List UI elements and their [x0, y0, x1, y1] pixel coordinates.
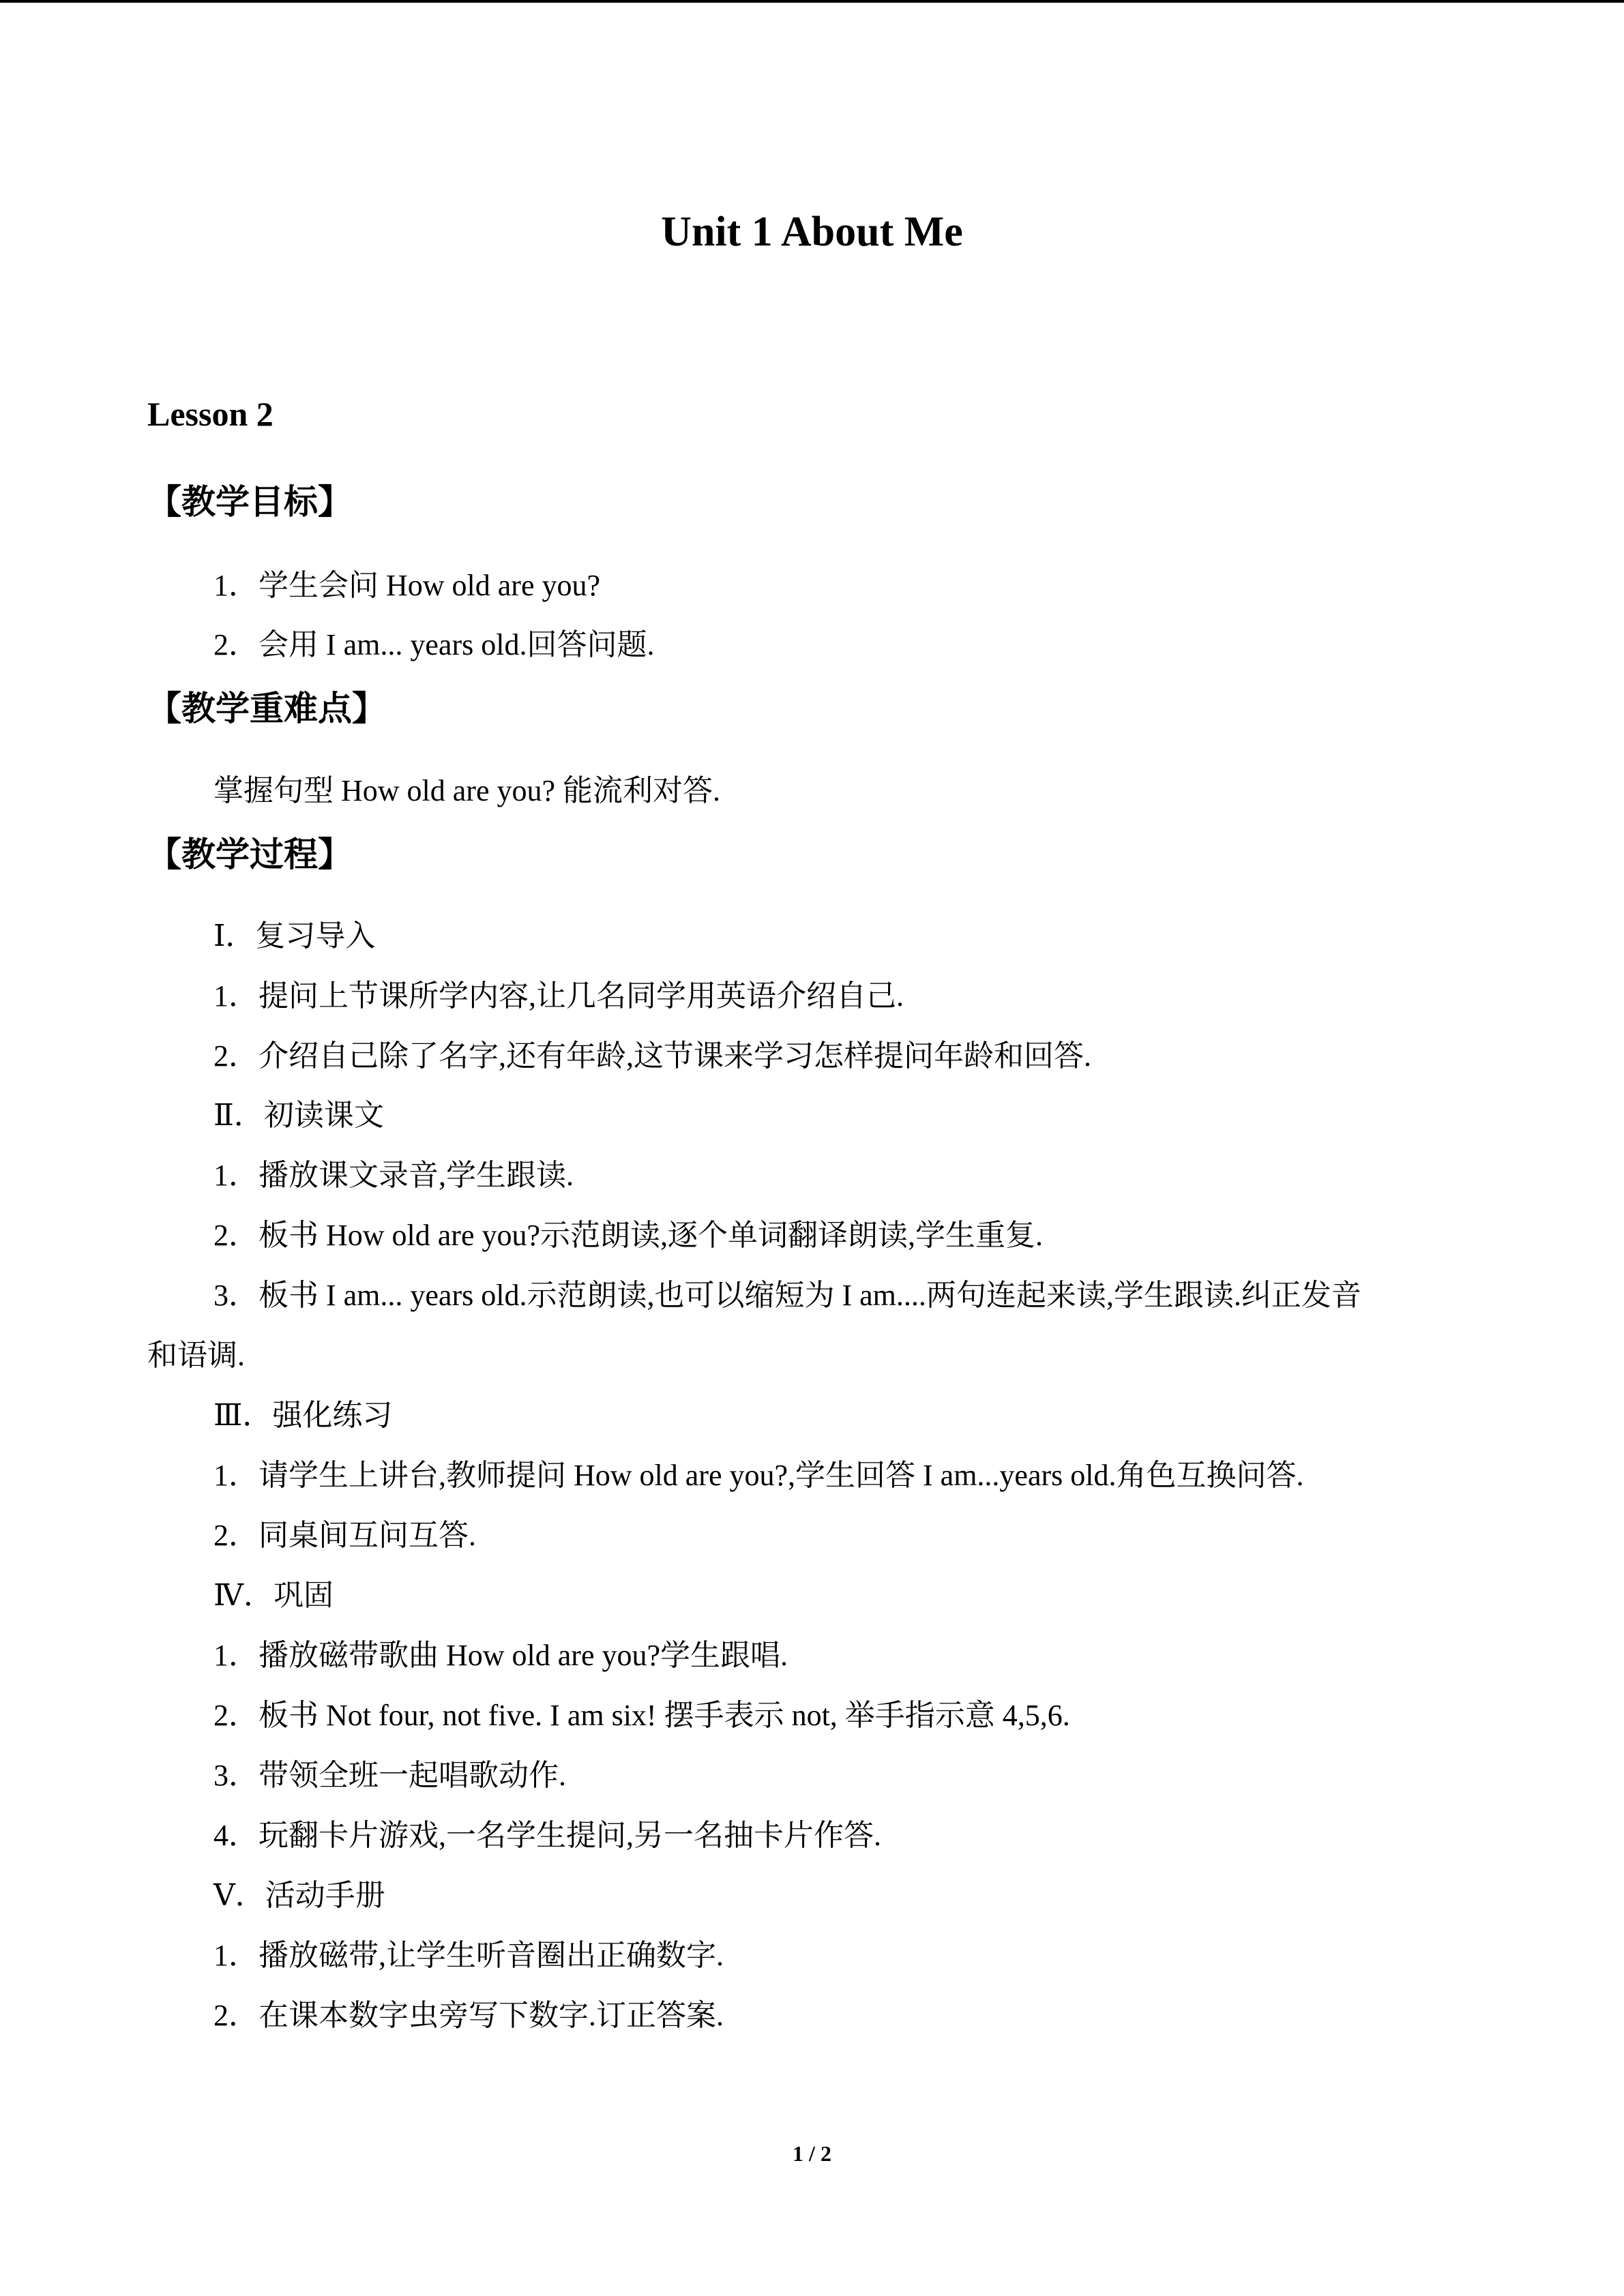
document-title: Unit 1 About Me: [661, 209, 963, 255]
page-number: 1 / 2: [793, 2141, 831, 2166]
process-item: 1．播放磁带歌曲 How old are you?学生跟唱.: [213, 1639, 788, 1672]
process-step-heading: Ⅲ．强化练习: [213, 1399, 393, 1432]
process-item: 1．播放课文录音,学生跟读.: [213, 1159, 574, 1192]
lesson-label: Lesson 2: [147, 395, 274, 433]
process-item: 2．板书 How old are you?示范朗读,逐个单词翻译朗读,学生重复.: [213, 1219, 1044, 1252]
process-item-continuation: 和语调.: [147, 1339, 245, 1372]
process-item: 1．播放磁带,让学生听音圈出正确数字.: [213, 1939, 724, 1972]
key-point-item: 掌握句型 How old are you? 能流利对答.: [213, 774, 721, 807]
process-item: 2．同桌间互问互答.: [213, 1519, 476, 1552]
section-heading-objectives: 【教学目标】: [147, 482, 352, 522]
process-item: 3．带领全班一起唱歌动作.: [213, 1759, 566, 1792]
process-item: 3．板书 I am... years old.示范朗读,也可以缩短为 I am....两句连起来读,学生跟读.纠正发音: [213, 1279, 1361, 1312]
process-step-heading: Ⅳ．巩固: [213, 1579, 334, 1612]
process-item: 2．介绍自己除了名字,还有年龄,这节课来学习怎样提问年龄和回答.: [213, 1039, 1091, 1073]
process-item: 2．板书 Not four, not five. I am six! 摆手表示 not, 举手指示意 4,5,6.: [213, 1699, 1070, 1732]
process-step-heading: Ⅱ．初读课文: [213, 1099, 384, 1132]
section-heading-key-points: 【教学重难点】: [147, 689, 386, 728]
objective-item: 2．会用 I am... years old.回答问题.: [213, 628, 655, 661]
process-step-heading: Ⅴ．活动手册: [213, 1879, 385, 1912]
process-item: 4．玩翻卡片游戏,一名学生提问,另一名抽卡片作答.: [213, 1819, 881, 1852]
section-heading-process: 【教学过程】: [147, 835, 352, 874]
process-item: 2．在课本数字虫旁写下数字.订正答案.: [213, 1999, 724, 2032]
process-item: 1．提问上节课所学内容,让几名同学用英语介绍自己.: [213, 979, 904, 1013]
process-item: 1．请学生上讲台,教师提问 How old are you?,学生回答 I am...years old.角色互换问答.: [213, 1459, 1304, 1492]
objective-item: 1．学生会问 How old are you?: [213, 569, 601, 602]
process-step-heading: Ⅰ．复习导入: [213, 919, 376, 953]
